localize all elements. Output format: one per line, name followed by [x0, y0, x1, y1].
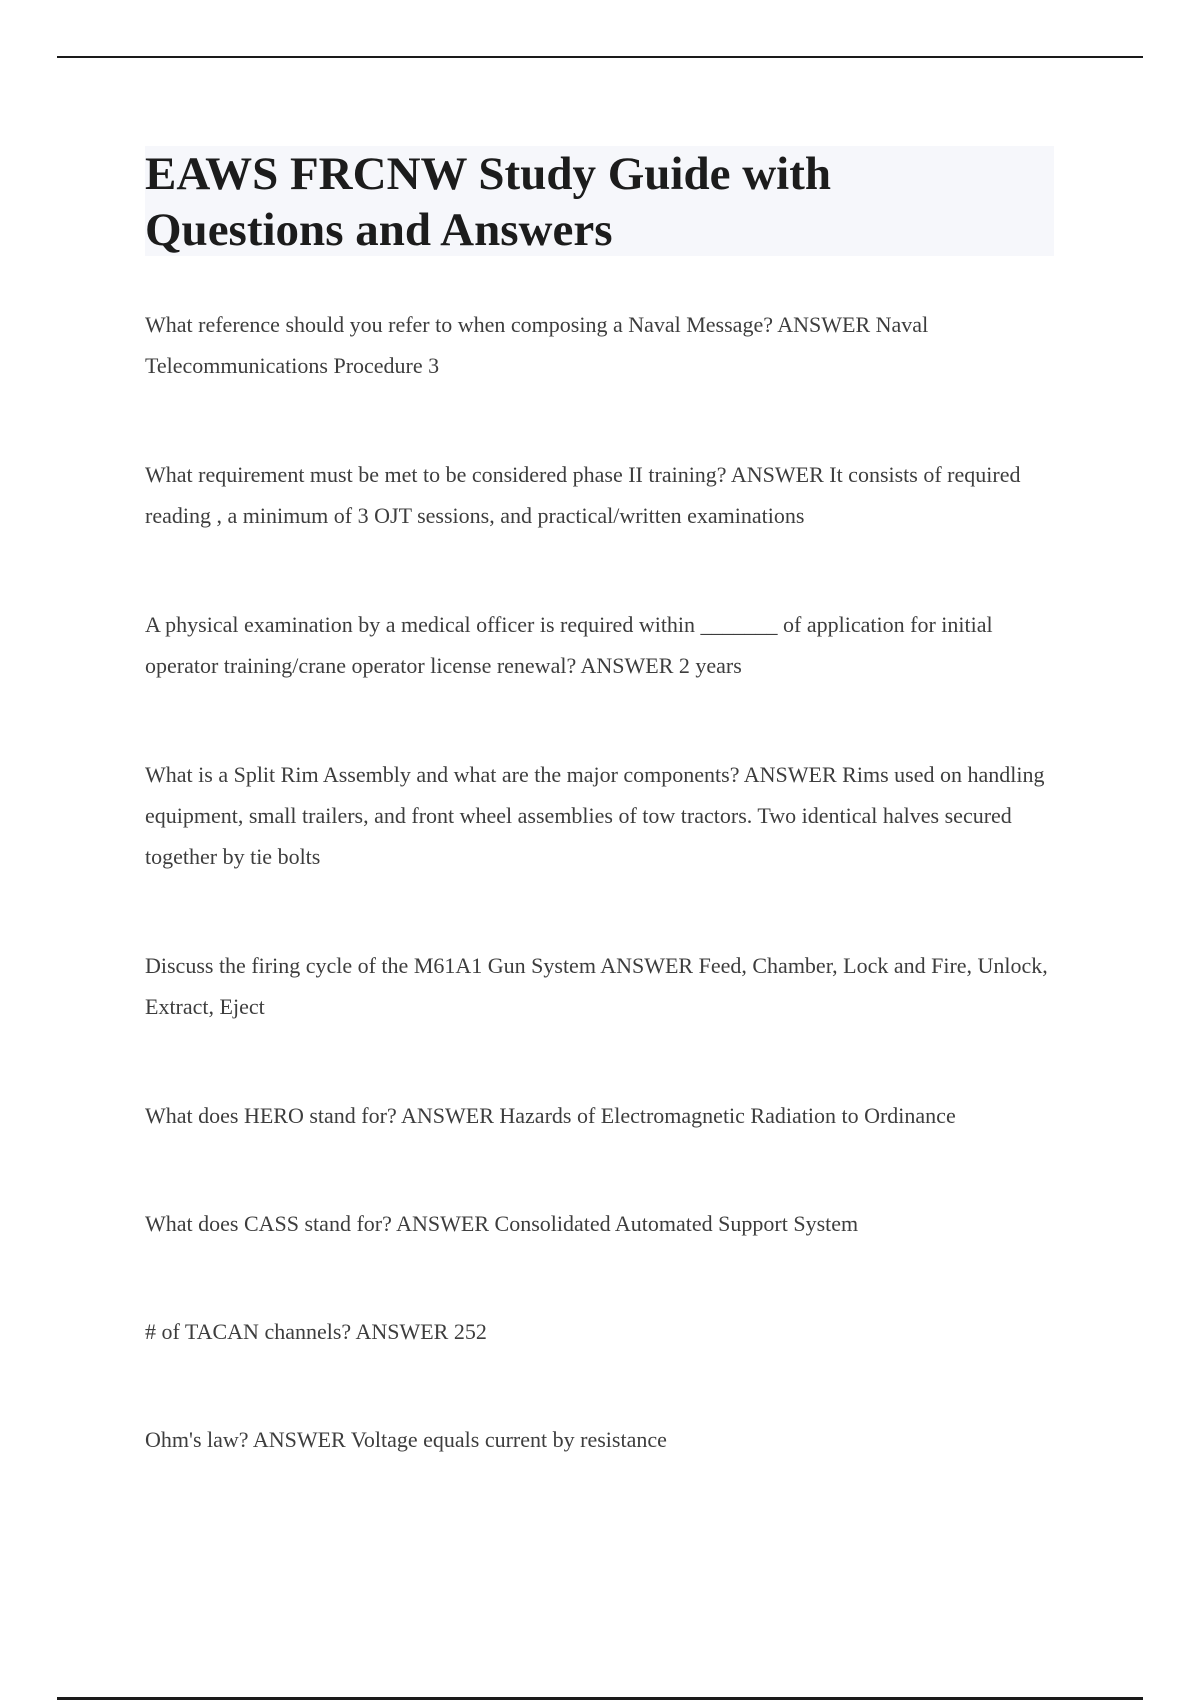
qa-item-9: Ohm's law? ANSWER Voltage equals current by resistance: [145, 1427, 667, 1452]
document-title: EAWS FRCNW Study Guide with Questions and Answers: [145, 148, 832, 256]
qa-item-7: What does CASS stand for? ANSWER Consolidated Automated Support System: [145, 1211, 859, 1236]
top-rule: [57, 56, 1143, 58]
qa-item-2: What requirement must be met to be considered phase II training? ANSWER It consists of required reading , a minimum of 3 OJT sessions, and practical/written examinations: [145, 462, 1021, 528]
qa-item-6: What does HERO stand for? ANSWER Hazards of Electromagnetic Radiation to Ordinance: [145, 1103, 956, 1128]
qa-item-4: What is a Split Rim Assembly and what are the major components? ANSWER Rims used on handling equipment, small trailers, and front wheel assemblies of tow tractors. Two identical halves secured together by tie bolts: [145, 762, 1045, 869]
qa-item-5: Discuss the firing cycle of the M61A1 Gun System ANSWER Feed, Chamber, Lock and Fire, Unlock, Extract, Eject: [145, 953, 1048, 1019]
qa-item-8: # of TACAN channels? ANSWER 252: [145, 1319, 487, 1344]
title-block: [145, 146, 1054, 256]
qa-item-1: What reference should you refer to when composing a Naval Message? ANSWER Naval Telecommunications Procedure 3: [145, 312, 929, 378]
qa-item-3: A physical examination by a medical officer is required within _______ of application for initial operator training/crane operator license renewal? ANSWER 2 years: [145, 612, 993, 678]
